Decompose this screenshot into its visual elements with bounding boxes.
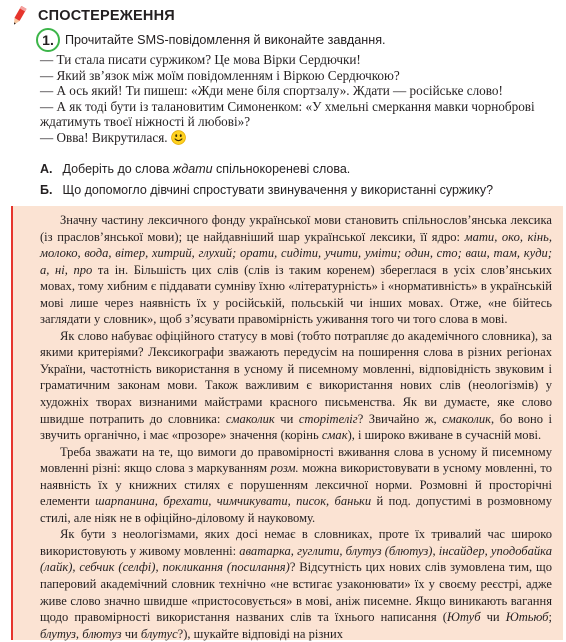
dialogue-line: — Ти стала писати суржиком? Це мова Вірки Сердючки! [40, 52, 361, 67]
example-words: сторітеліг [298, 411, 358, 426]
theory-paragraph [40, 444, 552, 527]
paragraph-text: чи [480, 610, 506, 625]
theory-paragraph [40, 526, 552, 642]
example-words: мати, око, кінь, молоко, вода, вітер, хитрий, глухий; орати, сидіти, учити, уміти; один, сто; ваш, там, куди; а, ні, про [40, 229, 552, 277]
paragraph-text: Значну частину лексичного фонду української мови становить спільнослов’янська лексика (із праслов’янської мови); це найдавніший шар української лексики, її ядро: [40, 213, 552, 244]
paragraph-text: можна використовувати в усному мовленні, то наявність їх у книжних стилях є порушенням лексичної норми. Розмовні й просторічні елементи [40, 461, 552, 509]
example-words: шарпанина, брехати, чимчикувати, писок, баньки [95, 494, 372, 509]
paragraph-text: Як бути з неологізмами, яких досі немає в словниках, проте їх тривалий час широко використовують у живому мовленні: [40, 527, 552, 558]
theory-text [40, 212, 552, 642]
dialogue-text: — Овва! Викрутилася. [40, 129, 168, 145]
paragraph-text: ?), шукайте відповіді на різних [177, 626, 344, 641]
paragraph-text: чи [121, 626, 141, 641]
question-text: Доберіть до слова [62, 162, 173, 176]
dialogue-line: ждатимуть твоєї ніжності й любові»? [40, 114, 251, 129]
question-letter: Б. [40, 183, 53, 197]
task-number-badge: 1. [36, 28, 60, 52]
dialogue-line: — Який зв’язок між моїм повідомленням і Віркою Сердючкою? [40, 67, 400, 83]
paragraph-text: Як слово набуває офіційного статусу в мові (тобто потрапляє до академічного словника), за якими критеріями? Лексикографи зважають передусім на поширення слова в різних регіонах України, частотність використання в усному й писемному мовленні, відповідність звуковим і граматичним законам мови. Також важливим є використання нових слів (неологізмів) у художніх творах визнаними майстрами красного письменства. Як ви думаєте, яке слово швидше потрапить до словника: [40, 328, 552, 426]
example-words: Ютьюб [505, 610, 549, 625]
question-letter: А. [40, 162, 53, 176]
paragraph-text: Треба зважати на те, що вимоги до правомірності вживання слова в усному й писемному мовленні різні: якщо слова з маркуванням [40, 444, 552, 476]
example-words: блутуз, блютуз [40, 626, 122, 641]
question-a [40, 162, 350, 176]
paragraph-text: й под. допустимі в розмовному стилі, але ніяк не в офіційно-діловому й науковому. [40, 494, 552, 525]
theory-paragraph [40, 212, 552, 328]
example-words: смаколик [225, 411, 275, 426]
paragraph-text: ; [548, 610, 552, 625]
dialogue-line-last [40, 130, 556, 146]
paragraph-text: ? Звичайно ж, [357, 411, 443, 426]
example-words: смак [321, 428, 348, 443]
paragraph-text: ), і широко вживане в сучасній мові. [347, 428, 542, 443]
paragraph-text: чи [274, 411, 299, 426]
example-words: Ютуб [446, 610, 481, 625]
paragraph-text: та ін. Більшість цих слів (слів із таким коренем) збереглася в усіх слов’янських мовах, тому хибним є піддавати сумніву їхню «літературність» і «нормативність» в українській мові лише через наявність їх у російській, польській чи інших мовах. Отже, «не бійтесь заглядати у словник», щоб з’ясувати правомірність уживання того чи того слова в мові. [40, 262, 552, 327]
question-keyword: ждати [172, 162, 213, 176]
question-b [40, 183, 493, 197]
example-words: аватарка, гуглити, блутуз (блютуз), інсайдер, уподобайка (лайк), себчик (селфі), покликання (посилання) [40, 543, 552, 575]
theory-paragraph [40, 328, 552, 444]
section-title: СПОСТЕРЕЖЕННЯ [38, 8, 175, 24]
example-words: блутус [140, 626, 178, 641]
task-row [36, 28, 386, 52]
paragraph-text: ? Відсутність цих нових слів зумовлена тим, що паперовий академічний словник технічно «не встигає узаконювати» їх у своєму реєстрі, адже живе слово значно швидше «пристосовується» в мові, аніж писемне. Якщо виникають вагання щодо правомірності використання названих слів та їхнього написання ( [40, 560, 552, 625]
dialogue-line: — А як тоді бути із талановитим Симоненком: «У хмельні смеркання мавки чорноброві [40, 98, 535, 114]
dialogue-line: — А ось який! Ти пишеш: «Жди мене біля спортзалу». Ждати — російське слово! [40, 83, 503, 98]
task-instruction: Прочитайте SMS-повідомлення й виконайте завдання. [65, 33, 386, 47]
section-header [8, 4, 175, 28]
sms-dialogue [40, 52, 556, 145]
pencil-icon [8, 5, 30, 27]
example-words: смаколик [442, 411, 492, 426]
question-text: спільнокореневі слова. [212, 162, 351, 176]
smiley-icon [171, 130, 186, 145]
question-text: Що допомогло дівчині спростувати звинувачення у використанні суржику? [62, 183, 494, 197]
example-words: розм. [270, 461, 299, 476]
paragraph-text: , бо воно і звучить органічно, і має «прозоре» значення (корінь [40, 411, 553, 443]
